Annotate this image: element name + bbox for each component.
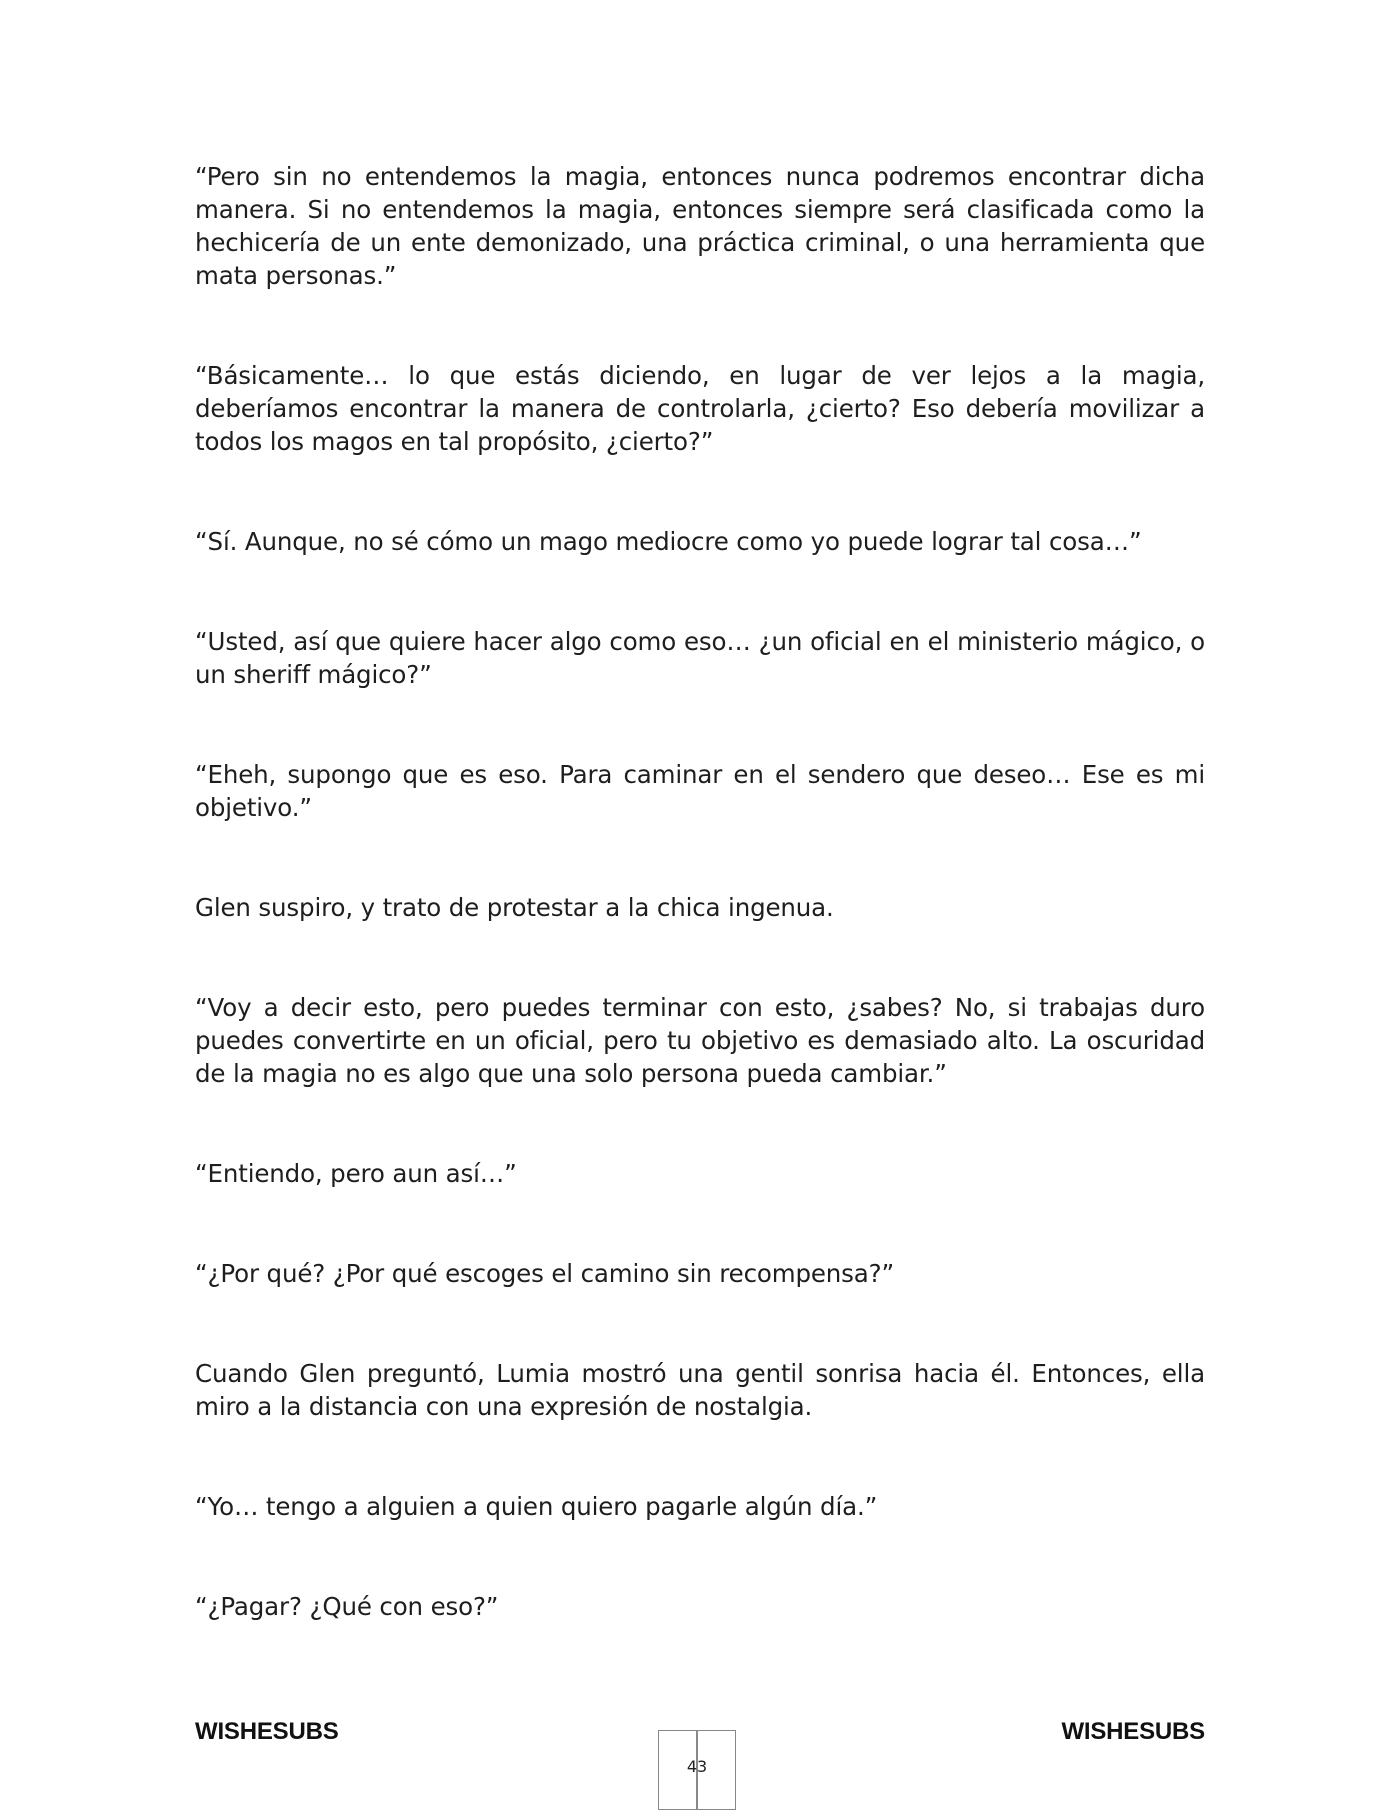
paragraph: “Pero sin no entendemos la magia, entonces nunca podremos encontrar dicha manera. Si no entendemos la magia, entonces siempre será clasificada como la hechicería de un ente demonizado, una práctica criminal, o una herramienta que mata personas.” bbox=[195, 162, 1205, 290]
paragraph: “Eheh, supongo que es eso. Para caminar en el sendero que deseo… Ese es mi objetivo.” bbox=[195, 760, 1205, 822]
page-number-box bbox=[658, 1730, 736, 1810]
paragraph: Cuando Glen preguntó, Lumia mostró una gentil sonrisa hacia él. Entonces, ella miro a la distancia con una expresión de nostalgia. bbox=[195, 1359, 1205, 1421]
paragraph: “Básicamente… lo que estás diciendo, en lugar de ver lejos a la magia, deberíamos encontrar la manera de controlarla, ¿cierto? Eso debería movilizar a todos los magos en tal propósito, ¿cierto?” bbox=[195, 361, 1205, 456]
paragraph: “¿Pagar? ¿Qué con eso?” bbox=[195, 1592, 499, 1621]
paragraph: Glen suspiro, y trato de protestar a la chica ingenua. bbox=[195, 893, 834, 922]
body-text bbox=[195, 160, 1205, 1690]
paragraph: “¿Por qué? ¿Por qué escoges el camino sin recompensa?” bbox=[195, 1259, 895, 1288]
paragraph: “Entiendo, pero aun así…” bbox=[195, 1159, 517, 1188]
paragraph: “Usted, así que quiere hacer algo como eso… ¿un oficial en el ministerio mágico, o un sheriff mágico?” bbox=[195, 627, 1205, 689]
paragraph: “Voy a decir esto, pero puedes terminar con esto, ¿sabes? No, si trabajas duro puedes convertirte en un oficial, pero tu objetivo es demasiado alto. La oscuridad de la magia no es algo que una solo persona pueda cambiar.” bbox=[195, 993, 1205, 1088]
paragraph: “Yo… tengo a alguien a quien quiero pagarle algún día.” bbox=[195, 1492, 878, 1521]
paragraph: “Sí. Aunque, no sé cómo un mago mediocre como yo puede lograr tal cosa…” bbox=[195, 527, 1142, 556]
footer-left-label: WISHESUBS bbox=[195, 1718, 339, 1745]
footer-right-label: WISHESUBS bbox=[1061, 1718, 1205, 1745]
page-number: 43 bbox=[686, 1757, 708, 1776]
